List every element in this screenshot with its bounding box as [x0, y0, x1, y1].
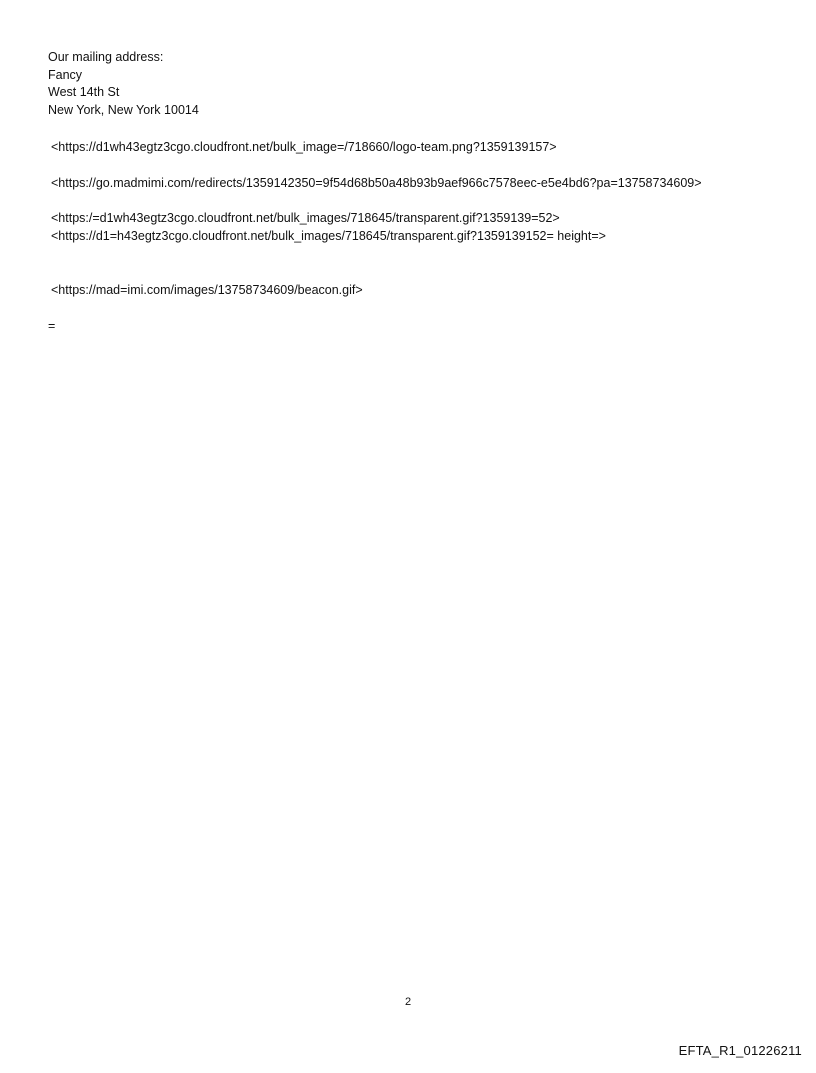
- mailing-address-heading: Our mailing address:: [48, 50, 164, 64]
- link-logo-image[interactable]: <https://d1wh43egtz3cgo.cloudfront.net/bulk_image=/718660/logo-team.png?1359139157>: [51, 140, 557, 154]
- mailing-address-city: New York, New York 10014: [48, 102, 199, 117]
- link-transparent-gif-2[interactable]: <https://d1=h43egtz3cgo.cloudfront.net/bulk_images/718645/transparent.gif?1359139152= height=>: [51, 229, 606, 243]
- mailing-address-name: Fancy: [48, 67, 83, 82]
- trailing-equals-mark: =: [48, 319, 56, 333]
- mailing-address-street: West 14th St: [48, 85, 120, 99]
- link-transparent-gif-1[interactable]: <https:/=d1wh43egtz3cgo.cloudfront.net/bulk_images/718645/transparent.gif?1359139=52>: [51, 211, 560, 225]
- link-redirect[interactable]: <https://go.madmimi.com/redirects/1359142350=9f54d68b50a48b93b9aef966c7578eec-e5e4bd6?pa=13758734609>: [51, 176, 702, 190]
- bates-number: EFTA_R1_01226211: [678, 1043, 802, 1058]
- page-number: 2: [404, 996, 412, 1008]
- link-beacon-gif[interactable]: <https://mad=imi.com/images/13758734609/beacon.gif>: [51, 283, 363, 297]
- mailing-address-block: [48, 49, 199, 119]
